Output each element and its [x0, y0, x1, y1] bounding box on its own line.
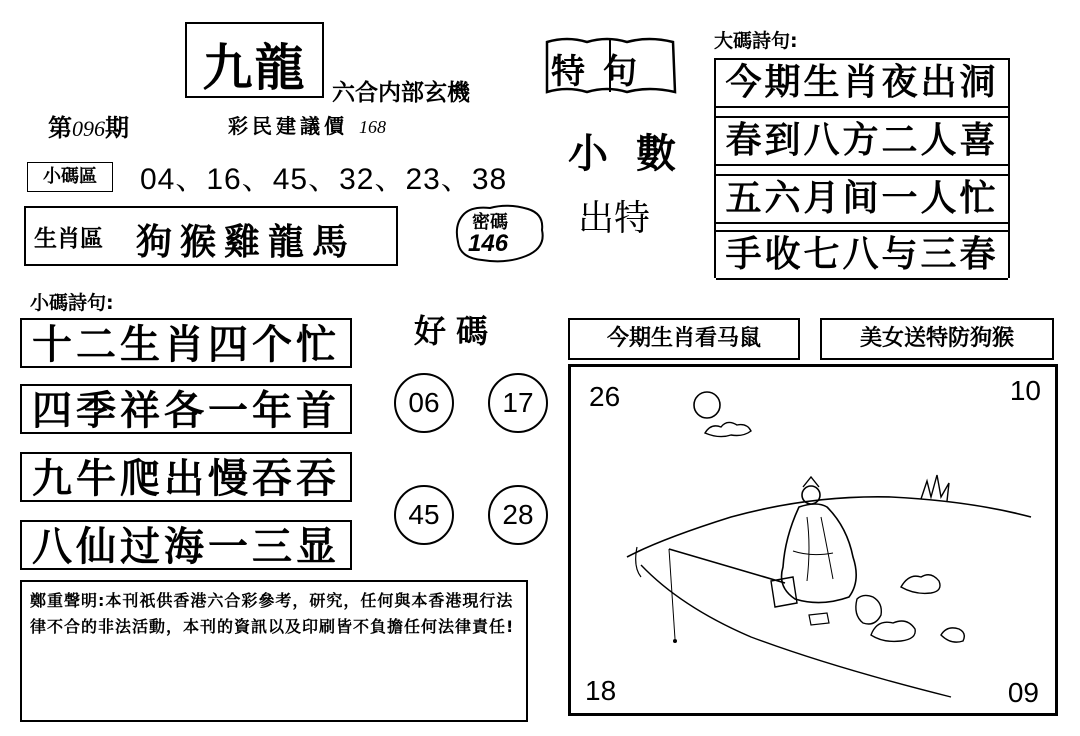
issue-number: 096 — [72, 116, 105, 141]
small-poem-line: 十二生肖四个忙 — [20, 318, 352, 368]
big-poem-line: 今期生肖夜出洞 — [716, 58, 1008, 108]
zodiac-tag-right: 美女送特防狗猴 — [820, 318, 1054, 360]
page-title: 九龍 — [202, 39, 307, 97]
small-number-title: 小數 — [568, 131, 704, 177]
fisherman-robe — [782, 504, 857, 603]
small-numbers-label: 小碼區 — [27, 162, 113, 192]
fishing-rod — [669, 549, 785, 583]
illustration-box — [568, 364, 1058, 716]
small-poem-title: 小碼詩句: — [30, 292, 114, 314]
price-label: 彩民建議價 — [228, 114, 348, 138]
small-numbers-values: 04、16、45、32、23、38 — [140, 163, 508, 196]
zodiac-zone-label: 生肖區 — [34, 226, 103, 252]
zodiac-zone-animals: 狗猴雞龍馬 — [136, 222, 357, 263]
big-poem-box — [714, 58, 1010, 278]
shore-line — [641, 565, 951, 697]
corner-number-bottom-left: 18 — [585, 675, 617, 706]
rock-icon — [871, 621, 915, 641]
corner-number-top-right: 10 — [1009, 375, 1041, 406]
zodiac-zone — [24, 206, 398, 266]
good-number-circle: 28 — [488, 485, 548, 545]
rock-icon — [901, 575, 940, 594]
good-number-circle: 06 — [394, 373, 454, 433]
subtitle: 六合内部玄機 — [332, 80, 470, 106]
big-poem-title: 大碼詩句: — [714, 30, 798, 52]
issue-suffix: 期 — [105, 114, 129, 142]
small-poem-line: 四季祥各一年首 — [20, 384, 352, 434]
secret-code-label: 密碼 — [472, 212, 508, 233]
corner-number-top-left: 26 — [589, 381, 621, 412]
zodiac-tag-left: 今期生肖看马鼠 — [568, 318, 800, 360]
special-sign — [537, 34, 683, 100]
small-poem-line: 九牛爬出慢吞吞 — [20, 452, 352, 502]
tackle-box — [771, 577, 797, 607]
small-poem-line: 八仙过海一三显 — [20, 520, 352, 570]
moon-icon — [694, 392, 720, 418]
good-number-circle: 45 — [394, 485, 454, 545]
secret-code-value: 146 — [468, 230, 509, 257]
price-value: 168 — [358, 117, 386, 137]
special-sign-text: 特句 — [551, 52, 655, 92]
good-numbers-title: 好碼 — [414, 312, 499, 350]
small-poem-box — [20, 318, 352, 572]
disclaimer-box — [20, 580, 528, 722]
disclaimer-text: 鄭重聲明:本刊祇供香港六合彩參考，研究，任何與本香港現行法律不合的非法活動，本刊的資訊以及印刷皆不負擔任何法律責任! — [30, 591, 515, 636]
fisherman-illustration — [571, 367, 1049, 707]
jar-icon — [856, 595, 881, 624]
corner-number-bottom-right: 09 — [1007, 677, 1039, 708]
river-bank-line — [627, 497, 1031, 557]
big-poem-line: 手收七八与三春 — [716, 230, 1008, 280]
out-special-text: 出特 — [578, 198, 651, 239]
issue-prefix: 第 — [48, 114, 72, 142]
good-number-circle: 17 — [488, 373, 548, 433]
cloud-icon — [705, 422, 751, 436]
price-line — [228, 110, 386, 139]
secret-code-bubble — [452, 204, 550, 264]
title-box — [185, 22, 324, 98]
big-poem-line: 春到八方二人喜 — [716, 116, 1008, 166]
big-poem-line: 五六月间一人忙 — [716, 174, 1008, 224]
grass-icon — [921, 475, 949, 501]
issue-line — [48, 108, 129, 143]
rock-icon — [941, 628, 964, 642]
